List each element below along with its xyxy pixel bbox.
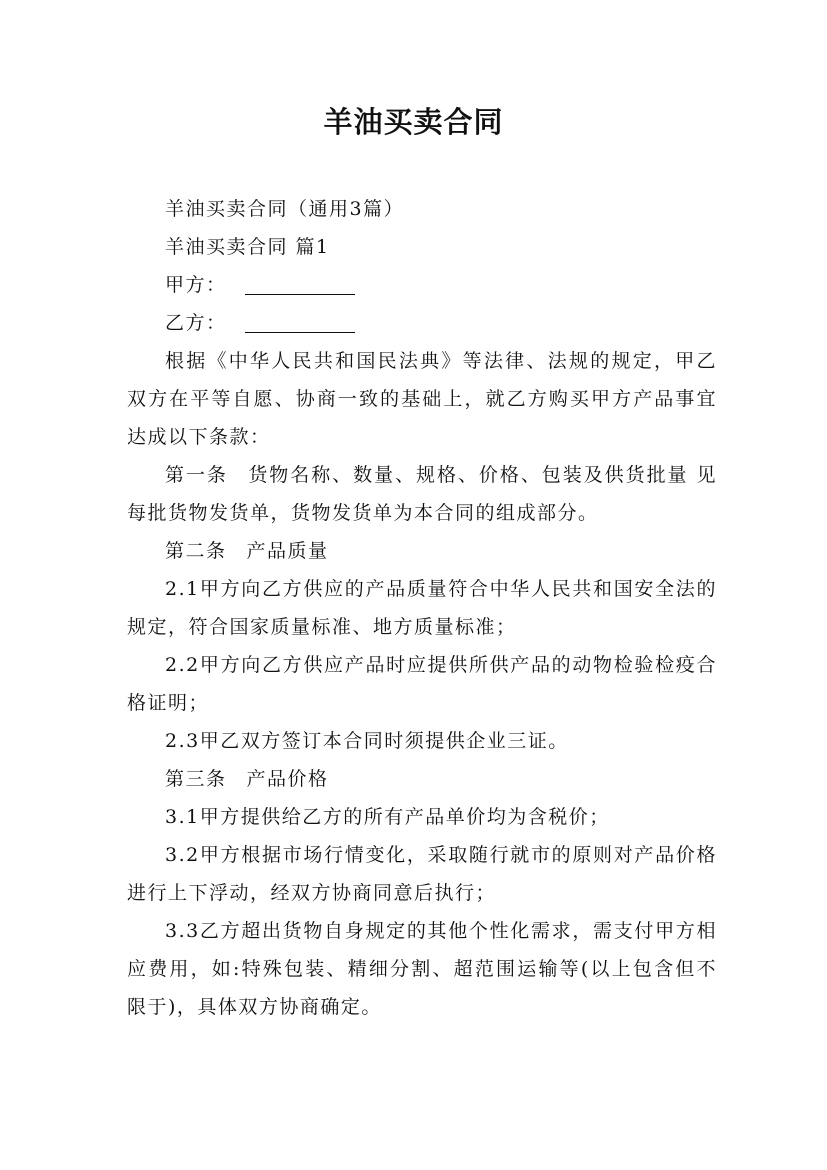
clause-2-1: 2.1甲方向乙方供应的产品质量符合中华人民共和国安全法的规定，符合国家质量标准、地方质量标准；	[127, 578, 717, 638]
party-b-label: 乙方：	[165, 312, 227, 334]
article-3-title: 产品价格	[246, 768, 329, 790]
document-body	[127, 190, 717, 1026]
article-1-text: 货物名称、数量、规格、价格、包装及供货批量 见每批货物发货单，货物发货单为本合同的组成部分。	[127, 464, 717, 524]
party-b-line	[127, 304, 717, 342]
article-2-heading: 第二条	[165, 540, 227, 562]
party-a-blank	[245, 274, 355, 295]
party-a-label: 甲方：	[165, 274, 227, 296]
clause-3-3: 3.3乙方超出货物自身规定的其他个性化需求，需支付甲方相应费用，如:特殊包装、精细分割、超范围运输等(以上包含但不限于)，具体双方协商确定。	[127, 920, 717, 1018]
article-2-title: 产品质量	[246, 540, 329, 562]
document-title: 羊油买卖合同	[323, 105, 504, 139]
intro-paragraph: 根据《中华人民共和国民法典》等法律、法规的规定，甲乙双方在平等自愿、协商一致的基础上，就乙方购买甲方产品事宜达成以下条款：	[127, 350, 717, 448]
clause-2-3: 2.3甲乙双方签订本合同时须提供企业三证。	[165, 730, 569, 752]
article-3	[127, 760, 717, 798]
clause-2-2: 2.2甲方向乙方供应产品时应提供所供产品的动物检验检疫合格证明；	[127, 654, 717, 714]
clause-3-2: 3.2甲方根据市场行情变化，采取随行就市的原则对产品价格进行上下浮动，经双方协商同意后执行；	[127, 844, 717, 904]
subtitle-paragraph: 羊油买卖合同（通用3篇）	[165, 198, 405, 220]
article-1	[127, 456, 717, 532]
article-3-heading: 第三条	[165, 768, 227, 790]
party-a-line	[127, 266, 717, 304]
part-heading: 羊油买卖合同 篇1	[165, 236, 330, 258]
article-2	[127, 532, 717, 570]
clause-3-1: 3.1甲方提供给乙方的所有产品单价均为含税价；	[165, 806, 610, 828]
party-b-blank	[245, 312, 355, 333]
article-1-heading: 第一条	[165, 464, 228, 486]
